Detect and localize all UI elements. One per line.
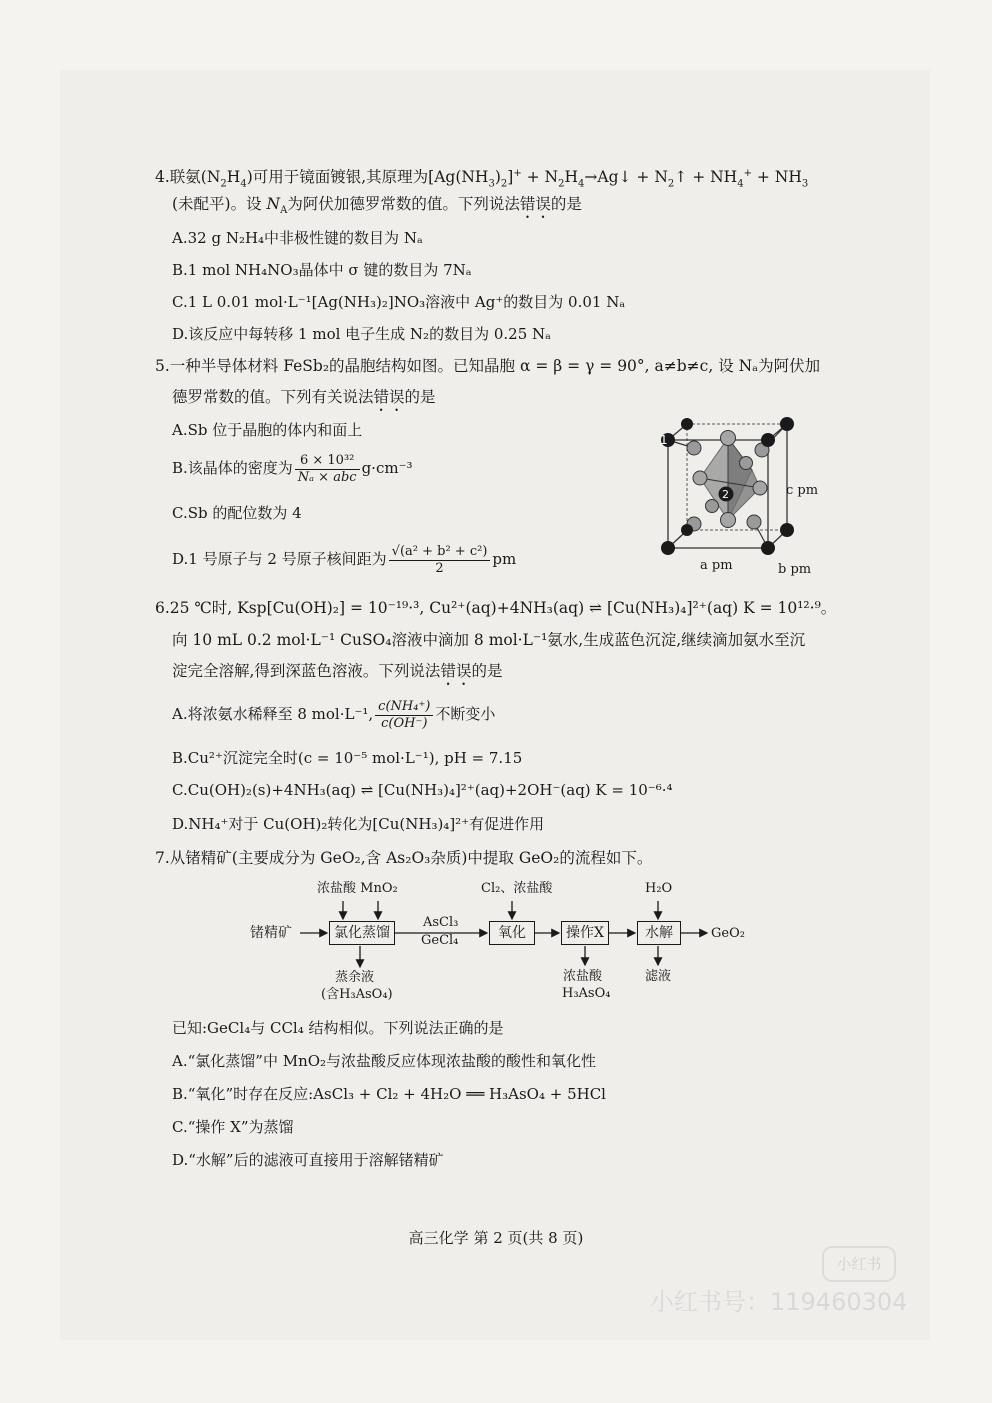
flow-box1-input: 浓盐酸 MnO₂: [317, 881, 398, 896]
density-fraction: $\frac{\text{6 × 10³²}}{\text{Nₐ × abc}}$: [295, 453, 360, 486]
q7-option-a: A.“氯化蒸馏”中 MnO₂与浓盐酸反应体现浓盐酸的酸性和氧化性: [172, 1052, 597, 1070]
q5-option-b: B.该晶体的密度为 $\frac{\text{6 × 10³²}}{\text{Nₐ × abc}}$ g·cm⁻³: [172, 452, 413, 485]
flow-box2-input: Cl₂、浓盐酸: [481, 881, 553, 896]
q5-option-d: D.1 号原子与 2 号原子核间距为 $\frac{\text{√(a² + b² + c²)}}{2}$ pm: [172, 543, 517, 576]
distance-fraction: $\frac{\text{√(a² + b² + c²)}}{2}$: [389, 544, 491, 577]
q5-option-c: C.Sb 的配位数为 4: [172, 504, 302, 522]
flow-end: GeO₂: [711, 926, 745, 941]
flow-box-hydrolysis: 水解: [637, 921, 681, 945]
q4-option-a: A.32 g N₂H₄中非极性键的数目为 Nₐ: [172, 229, 423, 247]
atom-label-2: 2: [722, 488, 729, 501]
fig-label-c: c pm: [786, 483, 819, 498]
flow-box3-output: 浓盐酸: [563, 969, 603, 984]
atom-label-1: 1: [660, 433, 668, 447]
emphasis-mark: 错误: [519, 195, 551, 213]
q6-stem-line2: 向 10 mL 0.2 mol·L⁻¹ CuSO₄溶液中滴加 8 mol·L⁻¹氨水,生成蓝色沉淀,继续滴加氨水至沉: [172, 631, 806, 649]
q7-stem: 7.从锗精矿(主要成分为 GeO₂,含 As₂O₃杂质)中提取 GeO₂的流程如下。: [155, 849, 653, 867]
q4-stem-line2: (未配平)。设 $N_A$为阿伏加德罗常数的值。下列说法错误的是: [172, 195, 582, 217]
q6-option-a: A.将浓氨水稀释至 8 mol·L⁻¹, $\frac{\text{c(NH₄⁺)}}{c(OH^-)}$ 不断变小: [172, 698, 496, 731]
flow-box4-output: 滤液: [645, 969, 672, 984]
q5-stem-line1: 5.一种半导体材料 FeSb₂的晶胞结构如图。已知晶胞 α = β = γ = 90°, a≠b≠c, 设 Nₐ为阿伏加: [155, 357, 821, 375]
flow-box1-output: 蒸余液: [335, 970, 375, 985]
process-flowchart: [245, 875, 765, 1010]
q4-option-b: B.1 mol NH₄NO₃晶体中 σ 键的数目为 7Nₐ: [172, 261, 472, 279]
flow-intermediate-2: GeCl₄: [421, 933, 459, 948]
fig-label-b: b pm: [778, 562, 812, 577]
flow-start: 锗精矿: [250, 925, 292, 941]
flow-box3-output-2: H₃AsO₄: [562, 986, 611, 1001]
emphasis-mark: 错误: [373, 388, 405, 406]
q6-stem-line1: 6.25 ℃时, Ksp[Cu(OH)₂] = 10⁻¹⁹·³, Cu²⁺(aq)+4NH₃(aq) ⇌ [Cu(NH₃)₄]²⁺(aq) K = 10¹²·⁹。: [155, 599, 837, 617]
watermark-text: 小红书号：119460304: [650, 1288, 908, 1316]
q4-option-d: D.该反应中每转移 1 mol 电子生成 N₂的数目为 0.25 Nₐ: [172, 325, 551, 343]
q7-known: 已知:GeCl₄与 CCl₄ 结构相似。下列说法正确的是: [172, 1019, 504, 1037]
q6-option-b: B.Cu²⁺沉淀完全时(c = 10⁻⁵ mol·L⁻¹), pH = 7.15: [172, 749, 523, 767]
flow-box-oxidation: 氧化: [489, 921, 535, 945]
q4-option-c: C.1 L 0.01 mol·L⁻¹[Ag(NH₃)₂]NO₃溶液中 Ag⁺的数目为 0.01 Nₐ: [172, 293, 626, 311]
flow-box1-output-note: (含H₃AsO₄): [321, 987, 393, 1002]
flow-box4-input: H₂O: [645, 881, 673, 896]
emphasis-mark: 错误: [440, 662, 472, 680]
q5-option-a: A.Sb 位于晶胞的体内和面上: [172, 421, 363, 439]
flow-box-chlorination: 氯化蒸馏: [329, 921, 395, 945]
fig-label-a: a pm: [700, 558, 733, 573]
q7-option-b: B.“氧化”时存在反应:AsCl₃ + Cl₂ + 4H₂O ══ H₃AsO₄ + 5HCl: [172, 1085, 606, 1103]
watermark-logo: 小红书: [822, 1246, 896, 1282]
q6-option-d: D.NH₄⁺对于 Cu(OH)₂转化为[Cu(NH₃)₄]²⁺有促进作用: [172, 815, 545, 833]
q6-stem-line3: 淀完全溶解,得到深蓝色溶液。下列说法错误的是: [172, 662, 503, 680]
q5-stem-line2: 德罗常数的值。下列有关说法错误的是: [172, 388, 436, 406]
flow-box-operation-x: 操作X: [561, 921, 609, 945]
q7-option-d: D.“水解”后的滤液可直接用于溶解锗精矿: [172, 1151, 444, 1169]
q6-option-c: C.Cu(OH)₂(s)+4NH₃(aq) ⇌ [Cu(NH₃)₄]²⁺(aq)+2OH⁻(aq) K = 10⁻⁶·⁴: [172, 781, 673, 799]
q4-stem-line1: 4.联氨$(N_2H_4)$可用于镜面镀银,其原理为$[Ag(NH_3)_2]^+$ + $N_2H_4\to Ag↓$ + $N_2↑ + NH_4^+ + NH_3$: [155, 168, 809, 190]
ratio-fraction: $\frac{\text{c(NH₄⁺)}}{c(OH^-)}$: [375, 699, 433, 732]
flow-intermediate-1: AsCl₃: [423, 915, 459, 930]
q7-option-c: C.“操作 X”为蒸馏: [172, 1118, 294, 1136]
page-footer: 高三化学 第 2 页(共 8 页): [408, 1229, 584, 1247]
